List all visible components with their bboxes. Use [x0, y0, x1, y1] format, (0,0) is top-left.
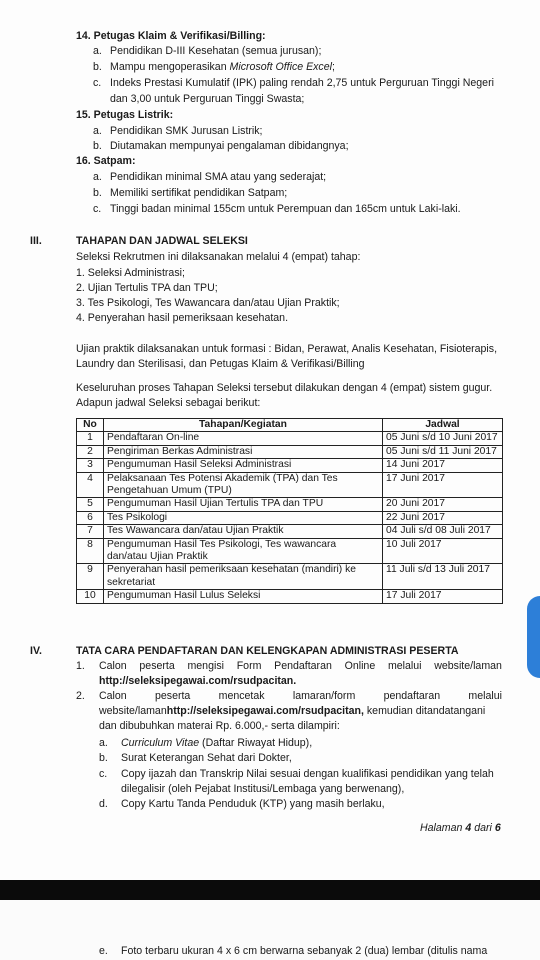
page-separator — [0, 880, 540, 900]
row-number: 8 — [77, 538, 104, 564]
section4-d-text: Copy Kartu Tanda Penduduk (KTP) yang masih berlaku, — [121, 798, 385, 810]
row-activity: Tes Wawancara dan/atau Ujian Praktik — [104, 525, 383, 538]
table-row — [77, 498, 503, 511]
section3-gugur-line2: Adapun jadwal Seleksi sebagai berikut: — [76, 397, 261, 409]
section3-number: III. — [30, 235, 42, 247]
sec14-c-line2: dan 3,00 untuk Perguruan Tinggi Swasta; — [110, 93, 305, 105]
section4-c-line2: dilegalisir (oleh Pejabat Institusi/Lembaga yang berwenang), — [121, 783, 405, 795]
row-schedule: 05 Juni s/d 10 Juni 2017 — [383, 432, 503, 445]
row-number: 2 — [77, 445, 104, 458]
table-row — [77, 538, 503, 564]
sec16-a-marker: a. — [93, 171, 102, 183]
row-activity: Pengumuman Hasil Ujian Tertulis TPA dan TPU — [104, 498, 383, 511]
section3-title: TAHAPAN DAN JADWAL SELEKSI — [76, 235, 248, 247]
column-header: No — [77, 419, 104, 432]
sec15-a-marker: a. — [93, 125, 102, 137]
section4-a-text: Curriculum Vitae (Daftar Riwayat Hidup), — [121, 737, 313, 749]
row-number: 4 — [77, 472, 104, 498]
table-header-row — [77, 419, 503, 432]
row-schedule: 22 Juni 2017 — [383, 511, 503, 524]
section3-step: 2. Ujian Tertulis TPA dan TPU; — [76, 282, 218, 294]
table-row — [77, 590, 503, 603]
row-number: 10 — [77, 590, 104, 603]
registration-url: http://seleksipegawai.com/rsudpacitan. — [99, 675, 297, 687]
section4-item1-line1: Calon peserta mengisi Form Pendaftaran Online melalui website/laman — [99, 660, 502, 672]
sec16-title: 16. Satpam: — [76, 155, 136, 167]
section3-step: 4. Penyerahan hasil pemeriksaan kesehatan. — [76, 312, 289, 324]
sec16-c-text: Tinggi badan minimal 155cm untuk Perempuan dan 165cm untuk Laki-laki. — [110, 203, 461, 215]
sec14-b-text: Mampu mengoperasikan Microsoft Office Excel; — [110, 61, 335, 73]
table-row — [77, 432, 503, 445]
section3-praktik-line1: Ujian praktik dilaksanakan untuk formasi : Bidan, Perawat, Analis Kesehatan, Fisioterapis, — [76, 343, 498, 355]
schedule-table — [76, 418, 503, 604]
sec16-b-marker: b. — [93, 187, 102, 199]
table-row — [77, 459, 503, 472]
page2-e-text: Foto terbaru ukuran 4 x 6 cm berwarna sebanyak 2 (dua) lembar (ditulis nama — [121, 945, 488, 957]
section3-gugur-line1: Keseluruhan proses Tahapan Seleksi tersebut dilakukan dengan 4 (empat) sistem gugur. — [76, 382, 493, 394]
section4-item2-number: 2. — [76, 690, 85, 702]
row-schedule: 10 Juli 2017 — [383, 538, 503, 564]
section4-item2-line2: website/lamanhttp://seleksipegawai.com/rsudpacitan, kemudian ditandatangani — [99, 705, 486, 717]
column-header: Tahapan/Kegiatan — [104, 419, 383, 432]
row-schedule: 05 Juni s/d 11 Juni 2017 — [383, 445, 503, 458]
table-row — [77, 525, 503, 538]
sec14-b-marker: b. — [93, 61, 102, 73]
sec16-c-marker: c. — [93, 203, 102, 215]
sec14-a-marker: a. — [93, 45, 102, 57]
sec16-a-text: Pendidikan minimal SMA atau yang sederajat; — [110, 171, 327, 183]
table-row — [77, 445, 503, 458]
page2-e-marker: e. — [99, 945, 108, 957]
section4-item1-number: 1. — [76, 660, 85, 672]
page-footer: Halaman 4 dari 6 — [420, 822, 501, 834]
row-number: 6 — [77, 511, 104, 524]
table-row — [77, 511, 503, 524]
section4-c-line1: Copy ijazah dan Transkrip Nilai sesuai dengan kualifikasi pendidikan yang telah — [121, 768, 494, 780]
row-activity: Tes Psikologi — [104, 511, 383, 524]
row-number: 3 — [77, 459, 104, 472]
section4-title: TATA CARA PENDAFTARAN DAN KELENGKAPAN ADMINISTRASI PESERTA — [76, 645, 459, 657]
row-schedule: 20 Juni 2017 — [383, 498, 503, 511]
sec15-b-text: Diutamakan mempunyai pengalaman dibidangnya; — [110, 140, 349, 152]
section4-b-text: Surat Keterangan Sehat dari Dokter, — [121, 752, 292, 764]
row-schedule: 14 Juni 2017 — [383, 459, 503, 472]
next-page — [0, 900, 540, 960]
sec15-a-text: Pendidikan SMK Jurusan Listrik; — [110, 125, 263, 137]
sec14-c-line1: Indeks Prestasi Kumulatif (IPK) paling rendah 2,75 untuk Perguruan Tinggi Negeri — [110, 77, 494, 89]
sec14-title: 14. Petugas Klaim & Verifikasi/Billing: — [76, 30, 266, 42]
section3-step: 3. Tes Psikologi, Tes Wawancara dan/atau Ujian Praktik; — [76, 297, 340, 309]
row-activity: Pelaksanaan Tes Potensi Akademik (TPA) dan Tes Pengetahuan Umum (TPU) — [104, 472, 383, 498]
section3-praktik-line2: Laundry dan Sterilisasi, dan Petugas Klaim & Verifikasi/Billing — [76, 358, 365, 370]
row-activity: Pengumuman Hasil Seleksi Administrasi — [104, 459, 383, 472]
row-schedule: 17 Juni 2017 — [383, 472, 503, 498]
section4-a-marker: a. — [99, 737, 108, 749]
scroll-indicator[interactable] — [527, 596, 540, 678]
section4-item2-line1: Calon peserta mencetak lamaran/form pendaftaran melalui — [99, 690, 502, 702]
section4-d-marker: d. — [99, 798, 108, 810]
row-schedule: 11 Juli s/d 13 Juli 2017 — [383, 564, 503, 590]
column-header: Jadwal — [383, 419, 503, 432]
sec15-title: 15. Petugas Listrik: — [76, 109, 174, 121]
row-activity: Pengiriman Berkas Administrasi — [104, 445, 383, 458]
section4-item2-line3: dan dibubuhkan materai Rp. 6.000,- serta dilampiri: — [99, 720, 340, 732]
sec15-b-marker: b. — [93, 140, 102, 152]
row-schedule: 04 Juli s/d 08 Juli 2017 — [383, 525, 503, 538]
row-number: 1 — [77, 432, 104, 445]
section3-step: 1. Seleksi Administrasi; — [76, 267, 185, 279]
sec14-c-marker: c. — [93, 77, 102, 89]
row-activity: Penyerahan hasil pemeriksaan kesehatan (mandiri) ke sekretariat — [104, 564, 383, 590]
row-schedule: 17 Juli 2017 — [383, 590, 503, 603]
sec14-a-text: Pendidikan D-III Kesehatan (semua jurusan); — [110, 45, 322, 57]
sec16-b-text: Memiliki sertifikat pendidikan Satpam; — [110, 187, 288, 199]
row-activity: Pengumuman Hasil Lulus Seleksi — [104, 590, 383, 603]
table-row — [77, 564, 503, 590]
table-row — [77, 472, 503, 498]
row-activity: Pendaftaran On-line — [104, 432, 383, 445]
section4-c-marker: c. — [99, 768, 108, 780]
section4-number: IV. — [30, 645, 42, 657]
row-number: 9 — [77, 564, 104, 590]
row-number: 5 — [77, 498, 104, 511]
section4-b-marker: b. — [99, 752, 108, 764]
row-number: 7 — [77, 525, 104, 538]
row-activity: Pengumuman Hasil Tes Psikologi, Tes wawancara dan/atau Ujian Praktik — [104, 538, 383, 564]
section3-intro: Seleksi Rekrutmen ini dilaksanakan melalui 4 (empat) tahap: — [76, 251, 361, 263]
